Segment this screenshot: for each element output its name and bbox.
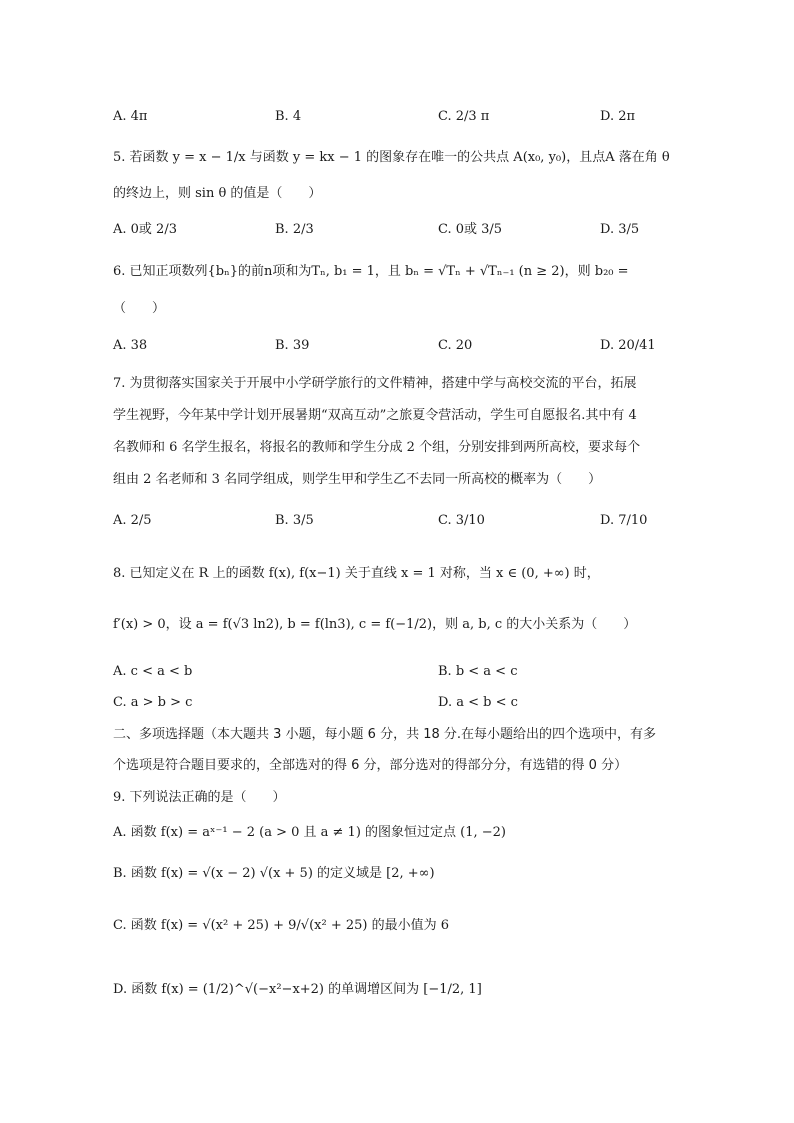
q6-stem-line1: 6. 已知正项数列{bₙ}的前n项和为Tₙ, b₁ = 1，且 bₙ = √Tₙ + √Tₙ₋₁ (n ≥ 2)，则 b₂₀ =: [113, 264, 629, 279]
q7-stem-line4: 组由 2 名老师和 3 名同学组成，则学生甲和学生乙不去同一所高校的概率为（ ）: [113, 472, 602, 487]
q5-option-c: C. 0或 3/5: [438, 222, 503, 237]
q6-option-c: C. 20: [438, 338, 473, 353]
q7-stem-line1: 7. 为贯彻落实国家关于开展中小学研学旅行的文件精神，搭建中学与高校交流的平台，拓展: [113, 376, 637, 391]
q8-option-a: A. c < a < b: [113, 664, 193, 679]
q4-option-c: C. 2/3 π: [438, 109, 490, 124]
q9-option-b: B. 函数 f(x) = √(x − 2) √(x + 5) 的定义域是 [2, +∞): [113, 866, 435, 881]
q6-option-d: D. 20/41: [600, 338, 656, 353]
q7-stem-line3: 名教师和 6 名学生报名，将报名的教师和学生分成 2 个组，分别安排到两所高校，要求每个: [113, 440, 641, 455]
q8-option-b: B. b < a < c: [438, 664, 518, 679]
q4-option-d: D. 2π: [600, 109, 636, 124]
q9-stem: 9. 下列说法正确的是（ ）: [113, 790, 286, 805]
q4-option-a: A. 4π: [113, 109, 148, 124]
section2-heading-line1: 二、多项选择题（本大题共 3 小题，每小题 6 分，共 18 分.在每小题给出的四个选项中，有多: [113, 727, 657, 742]
q5-stem-line2: 的终边上，则 sin θ 的值是（ ）: [113, 186, 322, 201]
q6-option-b: B. 39: [275, 338, 310, 353]
q4-option-b: B. 4: [275, 109, 302, 124]
q7-option-a: A. 2/5: [113, 513, 152, 528]
q8-stem-line2: f′(x) > 0，设 a = f(√3 ln2), b = f(ln3), c = f(−1/2)，则 a, b, c 的大小关系为（ ）: [113, 617, 637, 632]
q7-option-c: C. 3/10: [438, 513, 485, 528]
q7-stem-line2: 学生视野，今年某中学计划开展暑期“双高互动”之旅夏令营活动，学生可自愿报名.其中有 4: [113, 408, 637, 423]
q7-option-b: B. 3/5: [275, 513, 314, 528]
section2-heading-line2: 个选项是符合题目要求的，全部选对的得 6 分，部分选对的得部分分，有选错的得 0 分）: [113, 758, 628, 773]
q8-stem-line1: 8. 已知定义在 R 上的函数 f(x), f(x−1) 关于直线 x = 1 对称，当 x ∈ (0, +∞) 时，: [113, 566, 600, 581]
q5-stem-line1: 5. 若函数 y = x − 1/x 与函数 y = kx − 1 的图象存在唯一的公共点 A(x₀, y₀)，且点A 落在角 θ: [113, 150, 670, 165]
q8-option-d: D. a < b < c: [438, 695, 518, 710]
q5-option-d: D. 3/5: [600, 222, 640, 237]
q6-option-a: A. 38: [113, 338, 148, 353]
q9-option-a: A. 函数 f(x) = aˣ⁻¹ − 2 (a > 0 且 a ≠ 1) 的图象恒过定点 (1, −2): [113, 825, 506, 840]
q7-option-d: D. 7/10: [600, 513, 648, 528]
q5-option-b: B. 2/3: [275, 222, 314, 237]
q9-option-c: C. 函数 f(x) = √(x² + 25) + 9/√(x² + 25) 的最小值为 6: [113, 918, 450, 933]
q9-option-d: D. 函数 f(x) = (1/2)^√(−x²−x+2) 的单调增区间为 [−1/2, 1]: [113, 982, 482, 997]
q8-option-c: C. a > b > c: [113, 695, 193, 710]
q5-option-a: A. 0或 2/3: [113, 222, 177, 237]
q6-stem-line2: （ ）: [113, 301, 166, 316]
